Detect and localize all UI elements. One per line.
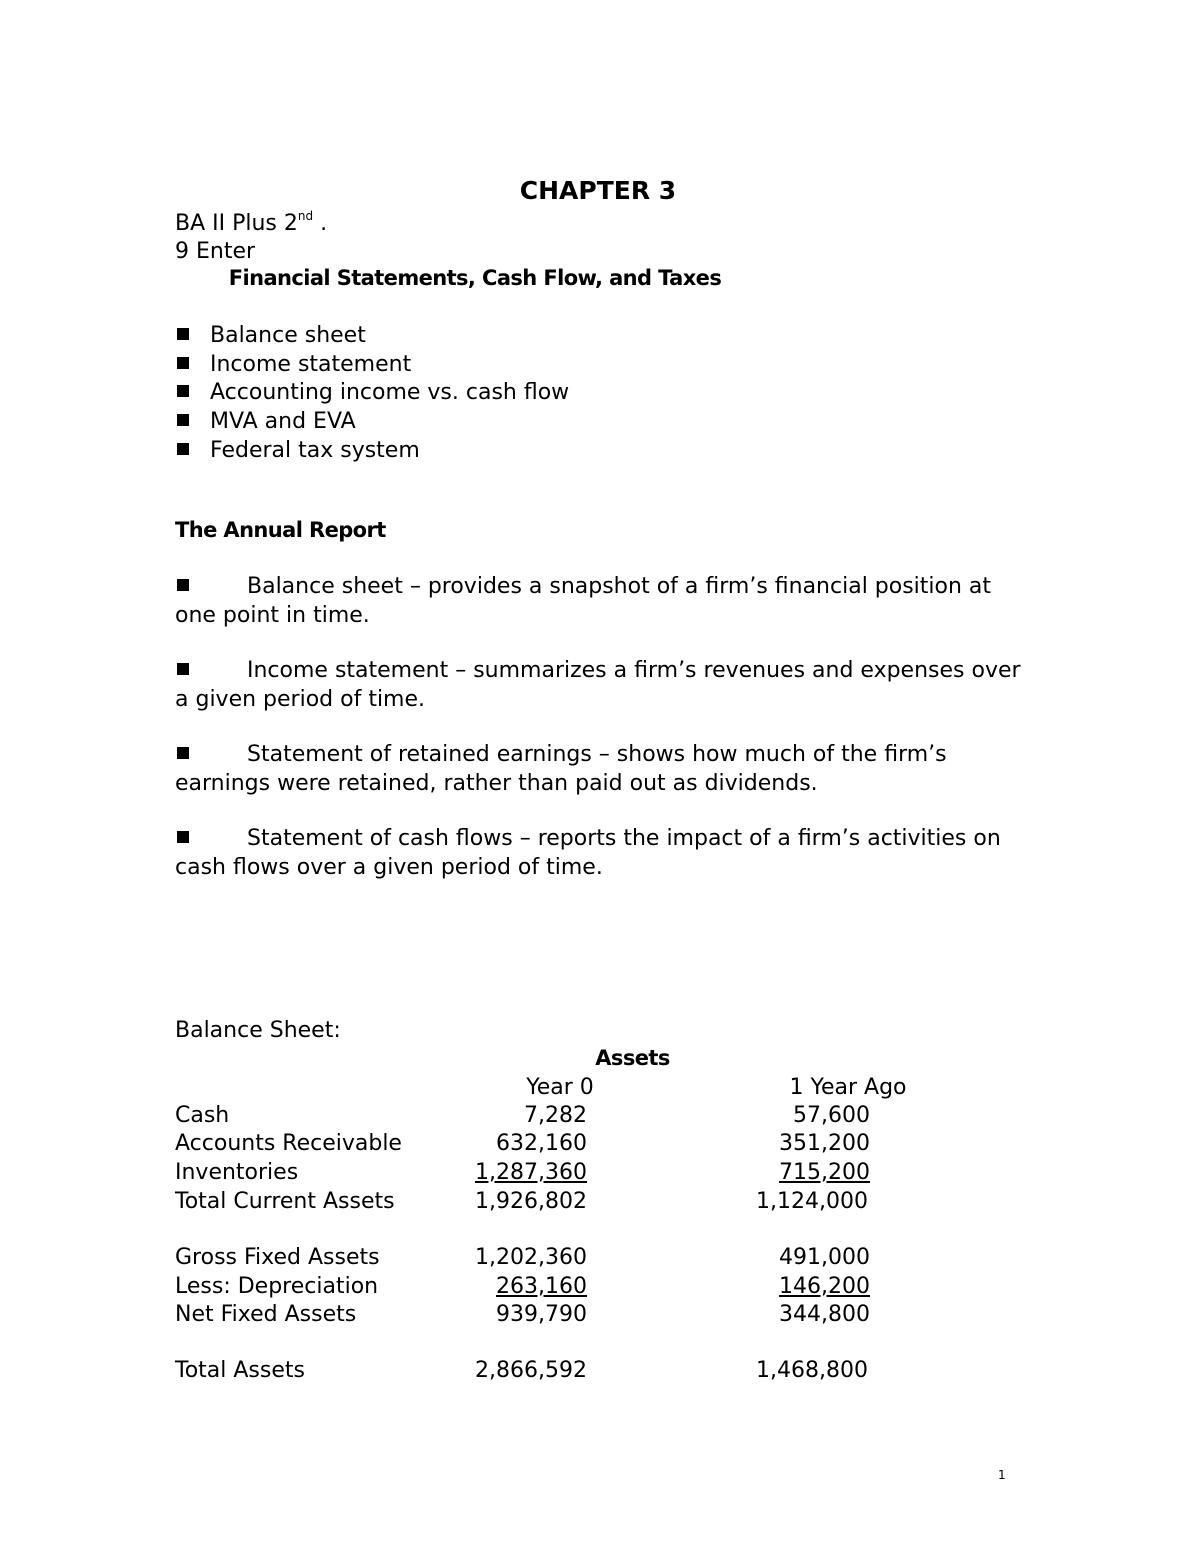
- annual-report-item-text: Statement of retained earnings – shows how much of the firm’s earnings were retained, rather than paid out as dividends.: [175, 742, 947, 796]
- square-bullet-icon: [177, 328, 189, 340]
- value-inventories-year-0-wrap: [420, 1162, 587, 1184]
- topic-label: Accounting income vs. cash flow: [210, 380, 570, 406]
- value-accounts-receivable-1-year-ago: 351,200: [779, 1131, 870, 1156]
- topic-item: [177, 351, 569, 380]
- value-net-fixed-assets-year-0: 939,790: [496, 1302, 587, 1327]
- calculator-note-line-1: [175, 209, 328, 236]
- value-cash-year-0: 7,282: [524, 1103, 587, 1128]
- column-header-year-0: Year 0: [526, 1075, 594, 1100]
- annual-report-item: [175, 572, 1025, 630]
- value-depreciation-1-year-ago: 146,200: [779, 1274, 870, 1299]
- value-depreciation-year-0-wrap: [420, 1276, 587, 1298]
- topic-list: [177, 322, 569, 465]
- topic-label: Income statement: [210, 351, 412, 377]
- square-bullet-icon: [177, 747, 189, 759]
- value-accounts-receivable-year-0: 632,160: [496, 1131, 587, 1156]
- column-header-1-year-ago: 1 Year Ago: [789, 1075, 907, 1100]
- topic-item: [177, 379, 569, 408]
- calculator-note-text: BA II Plus 2: [175, 211, 298, 236]
- chapter-subtitle: Financial Statements, Cash Flow, and Taxes: [228, 266, 722, 290]
- annual-report-item-text: Income statement – summarizes a firm’s revenues and expenses over a given period of time.: [175, 658, 1021, 712]
- value-inventories-1-year-ago: 715,200: [779, 1160, 870, 1185]
- value-inventories-1-year-ago-wrap: [700, 1162, 870, 1184]
- balance-sheet-label: Balance Sheet:: [175, 1018, 341, 1043]
- value-net-fixed-assets-1-year-ago: 344,800: [779, 1302, 870, 1327]
- topic-item: [177, 408, 569, 437]
- topic-item: [177, 437, 569, 466]
- page-number: 1: [998, 1468, 1006, 1482]
- topic-label: Federal tax system: [210, 437, 420, 463]
- annual-report-heading: The Annual Report: [175, 518, 386, 542]
- annual-report-item: [175, 824, 1025, 882]
- topic-label: Balance sheet: [210, 323, 366, 348]
- annual-report-item: [175, 656, 1025, 714]
- value-depreciation-year-0: 263,160: [496, 1274, 587, 1299]
- value-inventories-year-0: 1,287,360: [475, 1160, 587, 1185]
- square-bullet-icon: [177, 414, 189, 426]
- chapter-title: CHAPTER 3: [519, 176, 677, 205]
- value-total-assets-1-year-ago: 1,468,800: [756, 1358, 868, 1383]
- row-label-inventories: Inventories: [175, 1160, 299, 1185]
- row-label-gross-fixed-assets: Gross Fixed Assets: [175, 1245, 380, 1270]
- row-label-accounts-receivable: Accounts Receivable: [175, 1131, 402, 1156]
- value-gross-fixed-assets-1-year-ago: 491,000: [779, 1245, 870, 1270]
- square-bullet-icon: [177, 357, 189, 369]
- value-depreciation-1-year-ago-wrap: [700, 1276, 870, 1298]
- row-label-cash: Cash: [175, 1103, 230, 1128]
- calculator-note-line-2: 9 Enter: [175, 239, 256, 264]
- row-label-net-fixed-assets: Net Fixed Assets: [175, 1302, 357, 1327]
- annual-report-item-text: Balance sheet – provides a snapshot of a firm’s financial position at one point in time.: [175, 574, 992, 628]
- value-total-assets-year-0: 2,866,592: [475, 1358, 587, 1383]
- row-label-less-depreciation: Less: Depreciation: [175, 1274, 379, 1299]
- row-label-total-assets: Total Assets: [175, 1358, 305, 1383]
- square-bullet-icon: [177, 385, 189, 397]
- square-bullet-icon: [177, 443, 189, 455]
- assets-heading: Assets: [595, 1046, 670, 1070]
- value-total-current-assets-year-0: 1,926,802: [475, 1189, 587, 1214]
- value-cash-1-year-ago: 57,600: [793, 1103, 870, 1128]
- annual-report-item: [175, 740, 1025, 798]
- value-gross-fixed-assets-year-0: 1,202,360: [475, 1245, 587, 1270]
- square-bullet-icon: [177, 831, 189, 843]
- square-bullet-icon: [177, 579, 189, 591]
- annual-report-item-text: Statement of cash flows – reports the impact of a firm’s activities on cash flows over a given period of time.: [175, 826, 1001, 880]
- row-label-total-current-assets: Total Current Assets: [175, 1189, 395, 1214]
- square-bullet-icon: [177, 663, 189, 675]
- topic-item: [177, 322, 569, 351]
- value-total-current-assets-1-year-ago: 1,124,000: [756, 1189, 868, 1214]
- topic-label: MVA and EVA: [210, 409, 356, 435]
- calculator-note-superscript: nd: [297, 209, 314, 223]
- calculator-note-end: .: [313, 211, 328, 236]
